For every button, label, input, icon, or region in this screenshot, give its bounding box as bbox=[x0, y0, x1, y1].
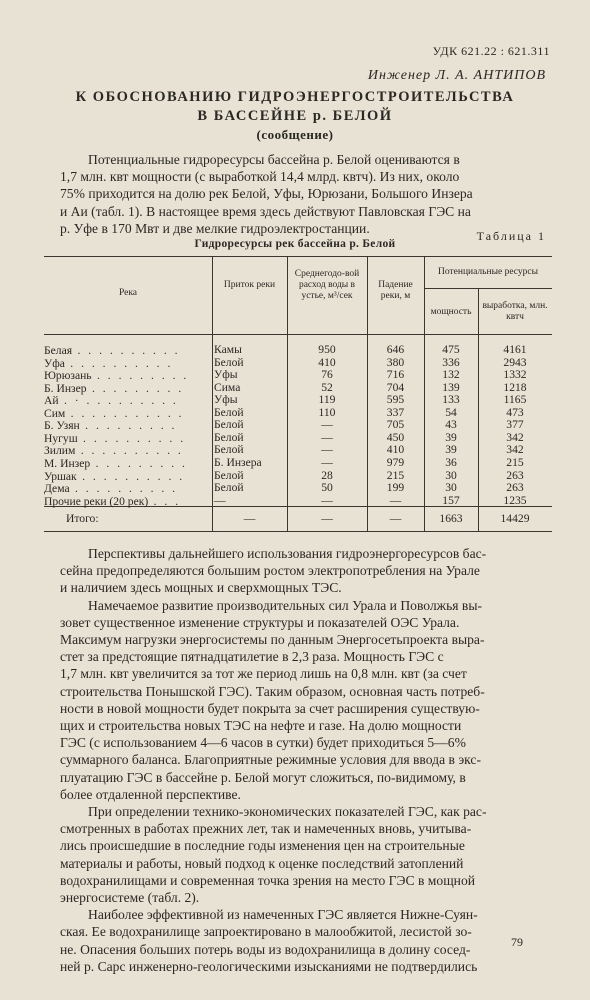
body-line: 1,7 млн. квт увеличится за тот же период лишь на 0,8 млн. квт (за счет bbox=[60, 666, 467, 682]
leader-dots: . . . . . . . . . . bbox=[77, 431, 186, 445]
table-title: Гидроресурсы рек бассейна р. Белой bbox=[194, 238, 396, 250]
river-name bbox=[44, 457, 212, 470]
cell-fall: 979 bbox=[386, 455, 405, 469]
cell-output: 377 bbox=[506, 418, 524, 432]
cell-output: 1332 bbox=[503, 368, 527, 382]
udc-code: УДК 621.22 : 621.311 bbox=[432, 44, 550, 58]
cell-trib: Белой bbox=[214, 468, 244, 482]
article-subtitle: (сообщение) bbox=[256, 127, 334, 142]
cell-output: 263 bbox=[506, 468, 524, 482]
author-line: Инженер Л. А. АНТИПОВ bbox=[367, 68, 546, 83]
cell-power: 475 bbox=[442, 343, 460, 356]
cell-power: 30 bbox=[445, 468, 457, 482]
header-power: мощность bbox=[430, 307, 472, 317]
river-label: Уфа bbox=[44, 356, 65, 370]
body-line: и наличием здесь мощных и сверхмощных ТЭС. bbox=[60, 580, 342, 596]
river-name bbox=[44, 419, 212, 432]
article-title-line-2: В БАССЕЙНЕ р. БЕЛОЙ bbox=[197, 108, 393, 124]
leader-dots: . · . . . . . . . . . bbox=[58, 394, 179, 408]
cell-power: 36 bbox=[445, 455, 457, 469]
cell-flow: 119 bbox=[318, 393, 336, 407]
cell-trib: Уфы bbox=[214, 368, 238, 382]
total-power: 1663 bbox=[439, 512, 463, 525]
cell-flow: 28 bbox=[321, 468, 333, 482]
river-label: Юрюзань bbox=[44, 369, 92, 383]
table-rule-header bbox=[44, 334, 552, 335]
body-text bbox=[60, 545, 552, 975]
cell-flow: — bbox=[321, 493, 333, 507]
cell-trib: — bbox=[214, 493, 226, 507]
cell-fall: 704 bbox=[386, 380, 405, 394]
table-rule-potential bbox=[424, 288, 552, 289]
cell-flow: — bbox=[321, 430, 333, 444]
body-line: Наиболее эффективной из намеченных ГЭС является Нижне-Суян- bbox=[88, 907, 478, 923]
body-line: Максимум нагрузки энергосистемы по данным Энергосетьпроекта выра- bbox=[60, 632, 485, 648]
intro-line: и Аи (табл. 1). В настоящее время здесь действуют Павловская ГЭС на bbox=[60, 203, 471, 219]
cell-fall: 450 bbox=[386, 430, 405, 444]
cell-output: 1218 bbox=[503, 380, 527, 394]
body-line: материалы и работы, новый подход к оценке последствий затоплений bbox=[60, 855, 464, 871]
cell-flow: 76 bbox=[321, 368, 333, 382]
cell-power: 43 bbox=[445, 418, 457, 432]
cell-fall: 215 bbox=[386, 468, 405, 482]
body-line: водохранилищами и современная точка зрения на место ГЭС в мощной bbox=[60, 872, 476, 888]
river-label: Белая bbox=[44, 344, 73, 357]
cell-fall: 705 bbox=[386, 418, 405, 432]
table-label: Таблица 1 bbox=[476, 229, 546, 243]
river-name bbox=[44, 407, 212, 420]
river-name bbox=[44, 382, 212, 395]
cell-fall: 410 bbox=[386, 443, 405, 457]
river-label: Сим bbox=[44, 406, 66, 420]
river-label: Б. Инзер bbox=[44, 381, 87, 395]
body-line: Намечаемое развитие производительных сил Урала и Поволжья вы- bbox=[88, 597, 483, 613]
leader-dots: . . . . . . . . . . . bbox=[65, 406, 185, 420]
leader-dots: . . . . . . . . . bbox=[79, 419, 177, 433]
leader-dots: . . . . . . . . . . bbox=[69, 482, 178, 496]
cell-flow: 50 bbox=[321, 481, 333, 495]
body-line: плуатацию ГЭС в бассейне р. Белой могут сложиться, по-видимому, в bbox=[60, 769, 466, 785]
cell-power: 30 bbox=[445, 481, 457, 495]
cell-power: 132 bbox=[442, 368, 460, 382]
river-label: Нугуш bbox=[44, 431, 78, 445]
total-label: Итого: bbox=[66, 512, 99, 525]
intro-line: 75% приходится на долю рек Белой, Уфы, Юрюзани, Большого Инзера bbox=[60, 186, 473, 202]
table-rule-top bbox=[44, 256, 552, 257]
cell-power: 133 bbox=[442, 393, 460, 407]
river-name bbox=[44, 495, 212, 508]
cell-trib: Белой bbox=[214, 481, 244, 495]
body-line: зовет существенное изменение структуры и показателей ОЭС Урала. bbox=[60, 614, 460, 630]
cell-power: 139 bbox=[442, 380, 460, 394]
leader-dots: . . . . . . . . . . bbox=[75, 444, 184, 458]
body-line: строительства Понышской ГЭС). Таким образом, основная часть потреб- bbox=[60, 683, 485, 699]
cell-flow: 410 bbox=[318, 355, 336, 369]
leader-dots: . . . . . . . . . bbox=[91, 369, 189, 383]
river-name bbox=[44, 432, 212, 445]
river-label: Дема bbox=[44, 482, 70, 496]
intro-line: 1,7 млн. квт мощности (с выработкой 14,4 млрд. квтч). Из них, около bbox=[60, 169, 460, 185]
cell-fall: 199 bbox=[386, 481, 405, 495]
cell-trib: Б. Инзера bbox=[214, 455, 262, 469]
river-label: М. Инзер bbox=[44, 456, 91, 470]
body-line: суммарного баланса. Благоприятные режимные условия для ввода в экс- bbox=[60, 752, 481, 768]
cell-flow: 110 bbox=[318, 405, 336, 419]
river-name bbox=[44, 357, 212, 370]
river-name bbox=[44, 369, 212, 382]
leader-dots: . . . . . . . . . . bbox=[76, 469, 185, 483]
cell-flow: 52 bbox=[321, 380, 333, 394]
cell-fall: 646 bbox=[386, 343, 405, 356]
body-line: При определении технико-экономических показателей ГЭС, как рас- bbox=[88, 804, 487, 820]
cell-fall: 716 bbox=[386, 368, 405, 382]
cell-power: 336 bbox=[442, 355, 460, 369]
intro-line: р. Уфе в 170 Мвт и две мелкие гидроэлектростанции. bbox=[60, 220, 370, 236]
table-col-divider bbox=[212, 256, 213, 531]
body-line: более отдаленной перспективе. bbox=[60, 786, 241, 802]
leader-dots: . . . . . . . . . bbox=[90, 456, 188, 470]
header-flow: Среднегодо-вой расход воды в устье, м³/сек bbox=[294, 269, 360, 301]
body-line: энергосистеме (табл. 2). bbox=[60, 890, 200, 906]
cell-trib: Белой bbox=[214, 355, 244, 369]
total-tributary: — bbox=[243, 512, 256, 525]
river-name bbox=[44, 394, 212, 407]
header-river: Река bbox=[118, 288, 138, 298]
leader-dots: . . . . . . . . . . bbox=[64, 356, 173, 370]
river-label: Прочие реки (20 рек) bbox=[44, 494, 149, 508]
cell-power: 39 bbox=[445, 430, 457, 444]
body-line: щих и строительства новых ТЭС на нефте и газе. На долю мощности bbox=[60, 718, 462, 734]
total-output: 14429 bbox=[500, 512, 530, 525]
body-line: сейна предопределяются большим ростом электропотребления на Урале bbox=[60, 563, 480, 579]
river-name bbox=[44, 470, 212, 483]
cell-trib: Белой bbox=[214, 418, 244, 432]
body-line: смотренных в работах прежних лет, так и намеченных вновь, учитыва- bbox=[60, 821, 472, 837]
cell-fall: — bbox=[389, 493, 402, 507]
cell-power: 39 bbox=[445, 443, 457, 457]
cell-trib: Белой bbox=[214, 443, 244, 457]
header-fall: Падение реки, м bbox=[378, 280, 413, 301]
header-tributary: Приток реки bbox=[223, 280, 276, 290]
cell-power: 54 bbox=[445, 405, 457, 419]
cell-output: 1235 bbox=[503, 493, 527, 507]
cell-output: 473 bbox=[506, 405, 524, 419]
cell-output: 2943 bbox=[503, 355, 527, 369]
cell-power: 157 bbox=[442, 493, 460, 507]
cell-trib: Белой bbox=[214, 430, 244, 444]
cell-fall: 380 bbox=[386, 355, 405, 369]
page-number: 79 bbox=[511, 935, 523, 949]
body-line: ГЭС (с использованием 4—6 часов в сутки) будет приходиться 5—6% bbox=[60, 735, 466, 751]
river-name bbox=[44, 444, 212, 457]
total-fall: — bbox=[389, 512, 402, 525]
body-line: ности в новой мощности будет покрыта за счет расширения существую- bbox=[60, 700, 480, 716]
cell-trib: Камы bbox=[214, 343, 242, 356]
body-line: не. Опасения больших потерь воды из водохранилища в долину сосед- bbox=[60, 941, 471, 957]
river-name bbox=[44, 344, 212, 357]
cell-output: 342 bbox=[506, 430, 524, 444]
header-potential: Потенциальные ресурсы bbox=[438, 267, 538, 277]
header-output: выработка, млн. квтч bbox=[482, 301, 548, 322]
body-line: лись происшедшие в последние годы изменения цен на строительные bbox=[60, 838, 465, 854]
cell-fall: 595 bbox=[386, 393, 405, 407]
cell-output: 342 bbox=[506, 443, 524, 457]
cell-output: 4161 bbox=[503, 343, 527, 356]
river-label: Уршак bbox=[44, 469, 77, 483]
cell-trib: Уфы bbox=[214, 393, 238, 407]
intro-line: Потенциальные гидроресурсы бассейна р. Белой оцениваются в bbox=[88, 152, 460, 167]
cell-flow: — bbox=[321, 455, 333, 469]
cell-flow: — bbox=[321, 443, 333, 457]
cell-flow: — bbox=[321, 418, 333, 432]
cell-output: 1165 bbox=[503, 393, 527, 407]
leader-dots: . . . . . . . . . bbox=[86, 381, 184, 395]
river-label: Б. Узян bbox=[44, 419, 80, 433]
cell-output: 263 bbox=[506, 481, 524, 495]
cell-output: 215 bbox=[506, 455, 524, 469]
article-title-line-1: К ОБОСНОВАНИЮ ГИДРОЭНЕРГОСТРОИТЕЛЬСТВА bbox=[75, 89, 515, 105]
table-rule-bottom bbox=[44, 531, 552, 532]
leader-dots: . . . . . . . . . . bbox=[72, 344, 181, 357]
body-line: ней р. Сарс инженерно-геологическими изысканиями не подтвердились bbox=[60, 958, 478, 974]
cell-trib: Белой bbox=[214, 405, 244, 419]
total-flow: — bbox=[321, 512, 333, 525]
river-label: Зилим bbox=[44, 444, 76, 458]
cell-trib: Сима bbox=[214, 380, 241, 394]
body-line: ская. Ее водохранилище запроектировано в малообжитой, лесистой зо- bbox=[60, 924, 472, 940]
river-name bbox=[44, 482, 212, 495]
cell-fall: 337 bbox=[386, 405, 405, 419]
cell-flow: 950 bbox=[318, 343, 336, 356]
leader-dots: . . . bbox=[148, 494, 181, 508]
body-line: Перспективы дальнейшего использования гидроэнергоресурсов бас- bbox=[88, 546, 487, 561]
body-line: стет за предстоящие пятнадцатилетие в 2,3 раза. Мощность ГЭС с bbox=[60, 649, 444, 665]
river-label: Ай bbox=[44, 394, 59, 408]
intro-paragraph bbox=[60, 151, 552, 237]
